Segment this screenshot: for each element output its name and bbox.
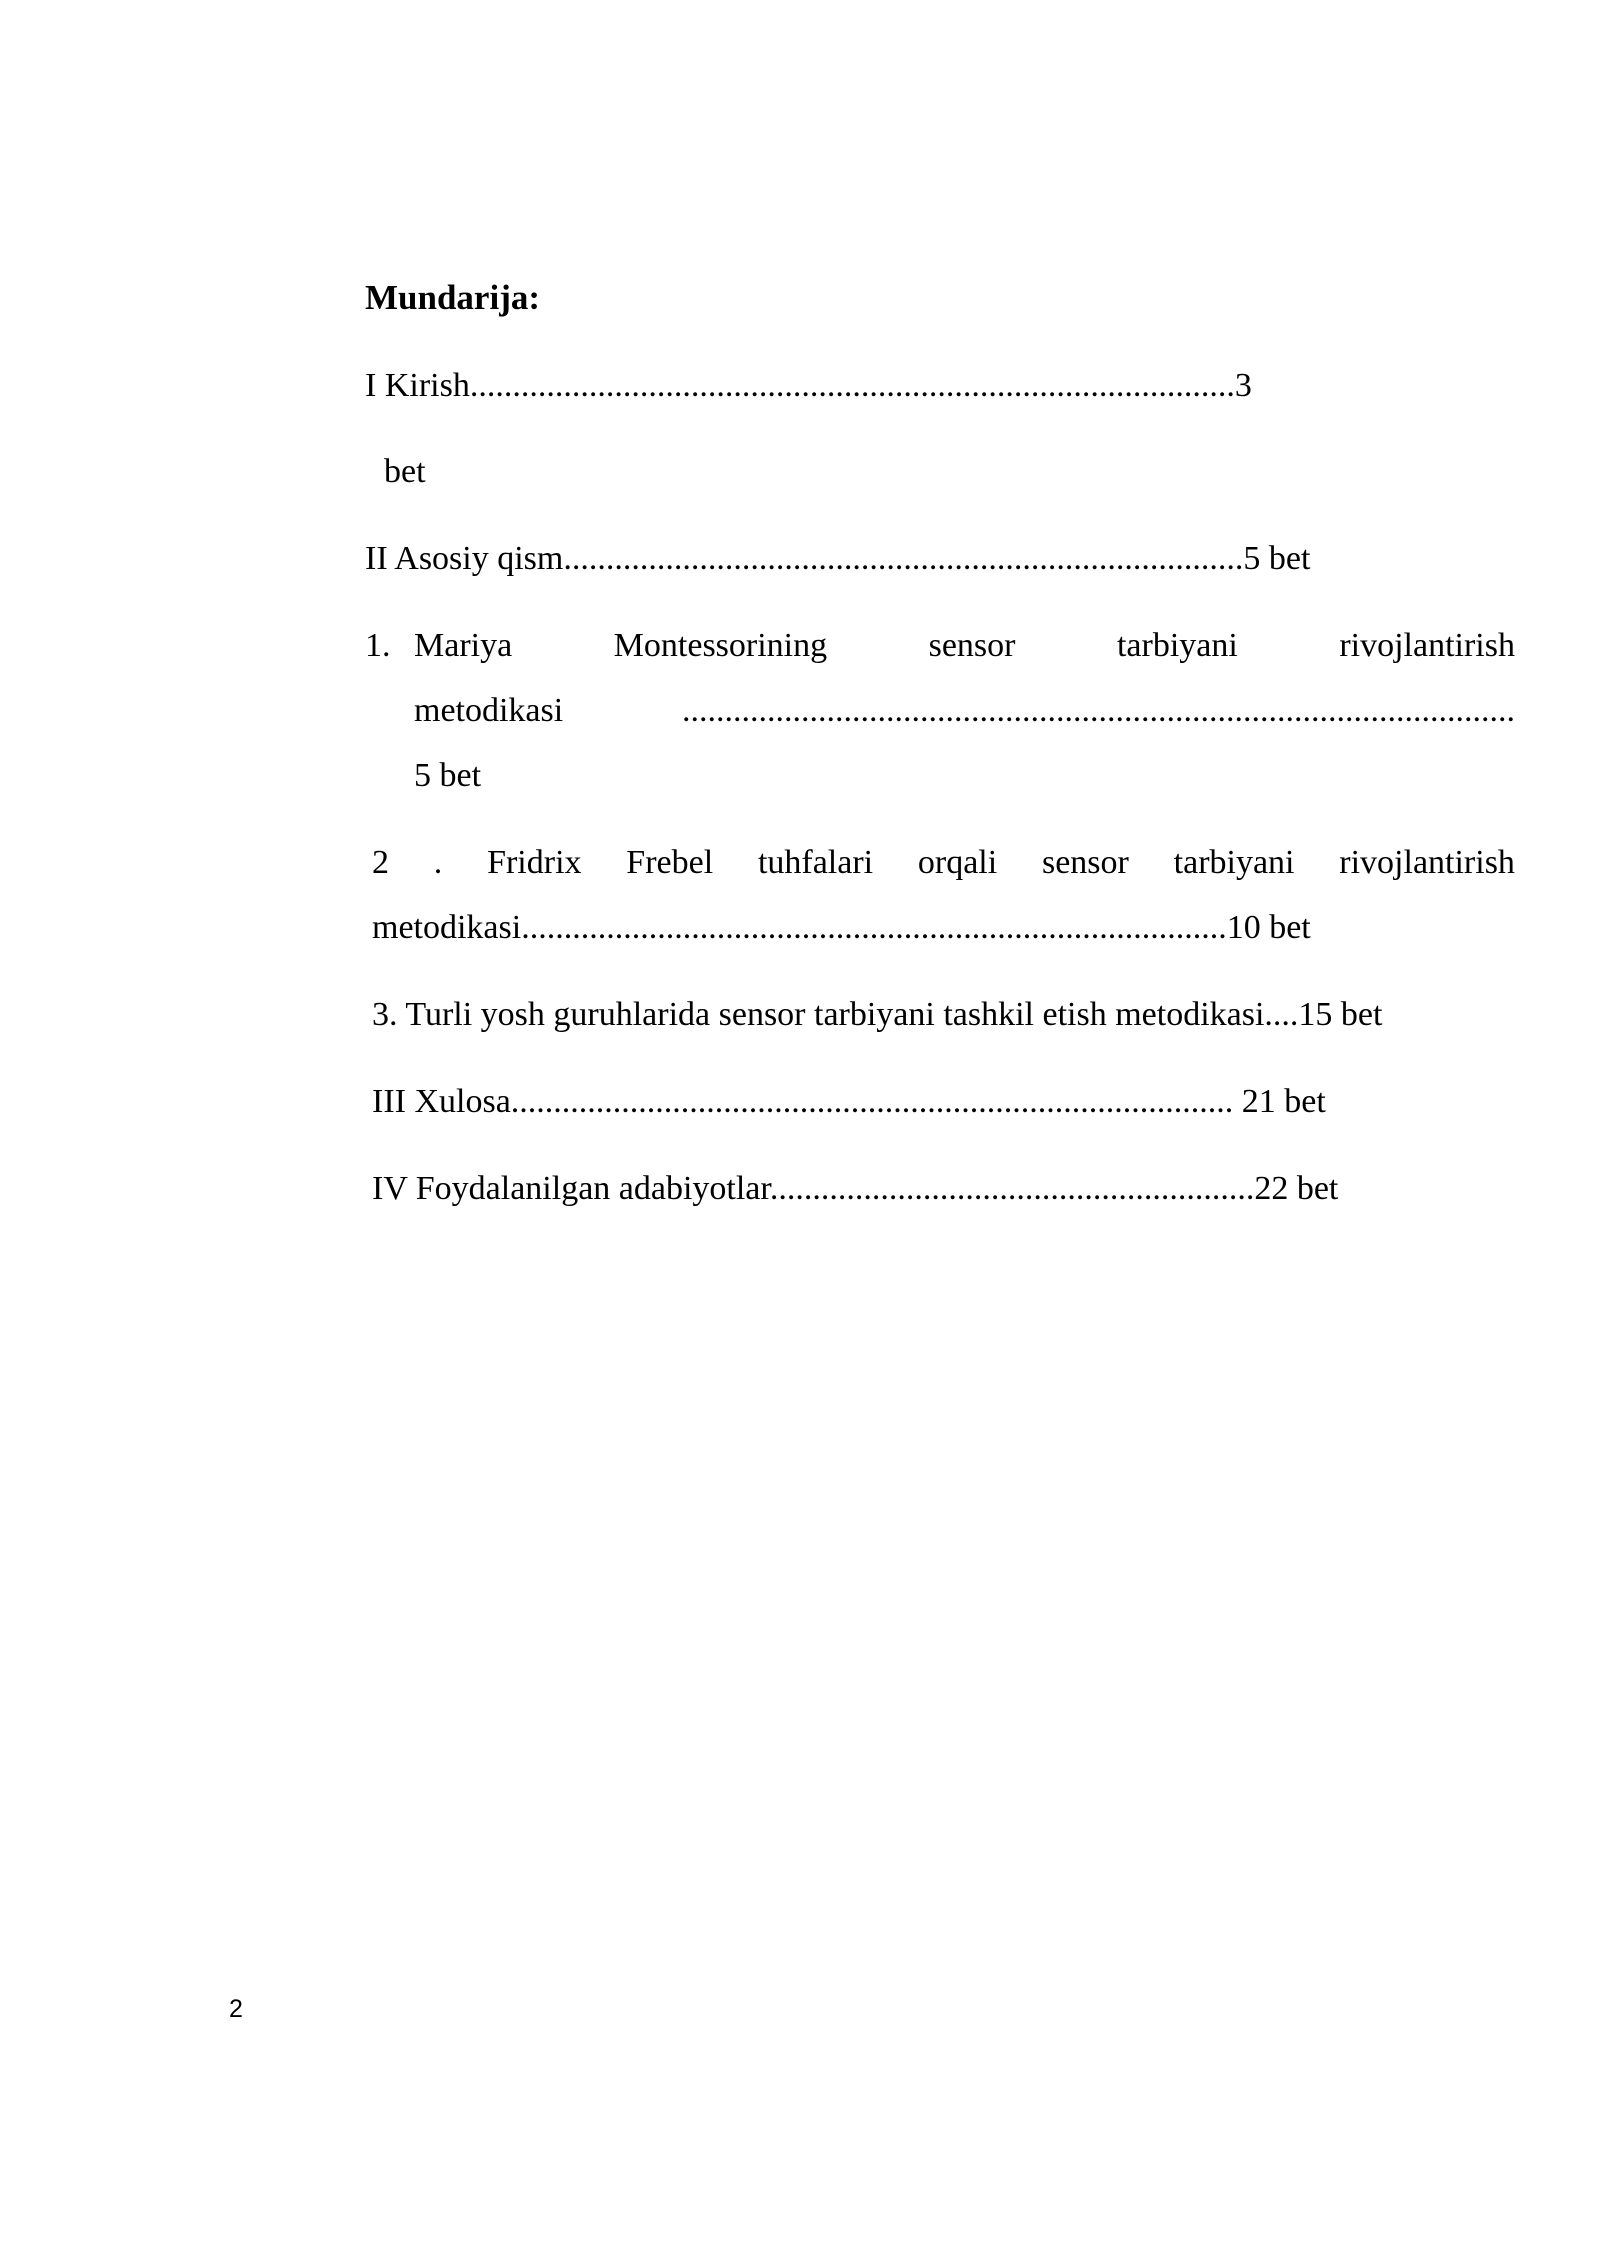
toc-word: Montessorining <box>613 627 828 664</box>
toc-item1-number: 1. <box>365 627 391 664</box>
toc-entry-adabiyotlar: IV Foydalanilgan adabiyotlar.........................................................22 bet <box>372 1170 1339 1207</box>
toc-item2-line1 <box>372 843 1515 883</box>
toc-item1-title-line2: metodikasi <box>414 692 564 729</box>
toc-word: rivojlantirish <box>1339 627 1515 664</box>
page-number: 2 <box>229 1995 243 2023</box>
toc-word: orqali <box>917 844 998 881</box>
toc-entry-asosiy: II Asosiy qism................................................................................5 bet <box>365 540 1311 577</box>
toc-entry-xulosa: III Xulosa..................................................................................... 21 bet <box>372 1083 1326 1120</box>
toc-word: rivojlantirish <box>1339 844 1515 881</box>
toc-item2-line2: metodikasi...................................................................................10 bet <box>372 909 1311 946</box>
toc-word: . <box>433 844 443 881</box>
toc-item1-page: 5 bet <box>414 757 482 794</box>
toc-word: sensor <box>1041 844 1129 881</box>
toc-entry-kirish-page: bet <box>384 453 426 490</box>
toc-heading: Mundarija: <box>365 278 540 317</box>
toc-word: sensor <box>928 627 1016 664</box>
toc-entry-kirish: I Kirish..........................................................................................3 <box>365 367 1252 404</box>
toc-item3: 3. Turli yosh guruhlarida sensor tarbiyani tashkil etish metodikasi....15 bet <box>372 996 1383 1033</box>
toc-word: Mariya <box>414 627 513 664</box>
toc-word: tuhfalari <box>757 844 874 881</box>
toc-item1-title-line1 <box>414 626 1515 666</box>
toc-word: Frebel <box>626 844 714 881</box>
toc-item1-leader-dots: .................................................................................................. <box>682 692 1515 729</box>
toc-word: 2 <box>372 844 389 881</box>
toc-word: tarbiyani <box>1173 844 1295 881</box>
toc-word: tarbiyani <box>1116 627 1238 664</box>
toc-word: Fridrix <box>487 844 582 881</box>
